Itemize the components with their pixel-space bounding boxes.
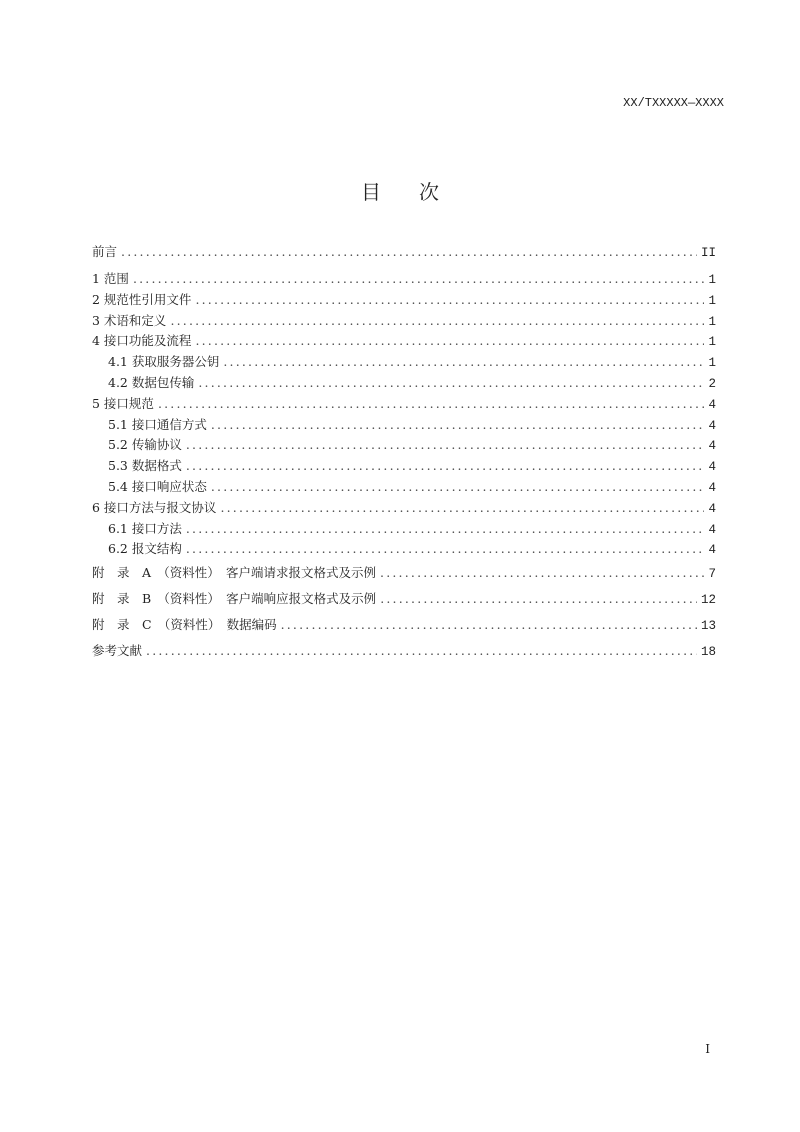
- toc-entry-label: 4.2 数据包传输: [108, 374, 195, 390]
- dot-leader: [195, 290, 704, 311]
- toc-entry[interactable]: [92, 352, 716, 373]
- dot-leader: [211, 477, 705, 498]
- dot-leader: [146, 638, 697, 664]
- toc-entry-page: 4: [708, 460, 716, 475]
- toc-entry-page: 1: [708, 335, 716, 350]
- dot-leader: [133, 269, 705, 290]
- toc-entry[interactable]: [92, 638, 716, 664]
- toc-entry-page: 4: [708, 543, 716, 558]
- toc-entry-page: 13: [700, 619, 716, 634]
- toc-entry-label: 4 接口功能及流程: [92, 333, 192, 349]
- toc-entry-page: 4: [708, 480, 716, 495]
- toc-entry[interactable]: [92, 539, 716, 560]
- toc-entry-label: 5.2 传输协议: [108, 437, 182, 453]
- dot-leader: [198, 373, 704, 394]
- dot-leader: [158, 394, 705, 415]
- toc-entry-page: 18: [700, 645, 716, 660]
- dot-leader: [281, 612, 697, 638]
- dot-leader: [186, 456, 705, 477]
- toc-entry-page: 1: [708, 293, 716, 308]
- toc-entry-page: 4: [708, 439, 716, 454]
- toc-entry-label: 5.4 接口响应状态: [108, 478, 207, 494]
- toc-entry-label: 附 录 A （资料性） 客户端请求报文格式及示例: [92, 565, 377, 581]
- dot-leader: [186, 539, 705, 560]
- page-title: 目次: [361, 180, 477, 204]
- toc-entry-page: 7: [708, 567, 716, 582]
- toc-entry[interactable]: [92, 612, 716, 638]
- dot-leader: [380, 586, 697, 612]
- toc-entry[interactable]: [92, 560, 716, 586]
- toc-entry-page: 4: [708, 418, 716, 433]
- toc-entry-label: 5.1 接口通信方式: [108, 416, 207, 432]
- dot-leader: [220, 498, 704, 519]
- page-number: I: [705, 1042, 710, 1056]
- dot-leader: [170, 311, 704, 332]
- table-of-contents: [92, 242, 716, 664]
- toc-entry[interactable]: [92, 586, 716, 612]
- toc-entry-label: 6.1 接口方法: [108, 520, 182, 536]
- toc-entry[interactable]: [92, 394, 716, 415]
- toc-entry-label: 3 术语和定义: [92, 312, 167, 328]
- toc-entry-label: 前言: [92, 244, 118, 259]
- toc-entry-page: 1: [708, 356, 716, 371]
- toc-entry-label: 4.1 获取服务器公钥: [108, 354, 220, 370]
- toc-entry-label: 5.3 数据格式: [108, 458, 182, 474]
- toc-entry[interactable]: [92, 435, 716, 456]
- toc-entry[interactable]: [92, 269, 716, 290]
- toc-entry-label: 附 录 B （资料性） 客户端响应报文格式及示例: [92, 591, 377, 607]
- toc-entry-page: II: [700, 246, 716, 260]
- toc-entry-page: 4: [708, 397, 716, 412]
- toc-entry-page: 1: [708, 314, 716, 329]
- toc-entry[interactable]: [92, 415, 716, 436]
- toc-entry[interactable]: [92, 477, 716, 498]
- toc-entry-label: 6.2 报文结构: [108, 541, 182, 557]
- toc-entry-label: 5 接口规范: [92, 395, 154, 411]
- toc-entry-label: 1 范围: [92, 271, 129, 286]
- toc-entry[interactable]: [92, 456, 716, 477]
- dot-leader: [121, 242, 697, 263]
- toc-entry-page: 4: [708, 501, 716, 516]
- toc-entry[interactable]: [92, 242, 716, 269]
- toc-entry[interactable]: [92, 519, 716, 540]
- toc-entry-page: 4: [708, 522, 716, 537]
- dot-leader: [186, 519, 705, 540]
- dot-leader: [380, 560, 704, 586]
- dot-leader: [186, 435, 705, 456]
- toc-entry[interactable]: [92, 498, 716, 519]
- toc-entry-page: 2: [708, 376, 716, 391]
- toc-entry[interactable]: [92, 290, 716, 311]
- toc-entry-page: 1: [708, 273, 716, 287]
- toc-entry-label: 6 接口方法与报文协议: [92, 499, 217, 515]
- toc-entry-label: 2 规范性引用文件: [92, 291, 192, 307]
- toc-entry[interactable]: [92, 311, 716, 332]
- dot-leader: [223, 352, 704, 373]
- toc-entry[interactable]: [92, 373, 716, 394]
- toc-entry-page: 12: [700, 593, 716, 608]
- document-code: XX/TXXXXX—XXXX: [623, 96, 724, 110]
- toc-entry[interactable]: [92, 331, 716, 352]
- dot-leader: [211, 415, 705, 436]
- toc-entry-label: 参考文献: [92, 643, 143, 659]
- toc-entry-label: 附 录 C （资料性） 数据编码: [92, 617, 277, 633]
- dot-leader: [195, 331, 704, 352]
